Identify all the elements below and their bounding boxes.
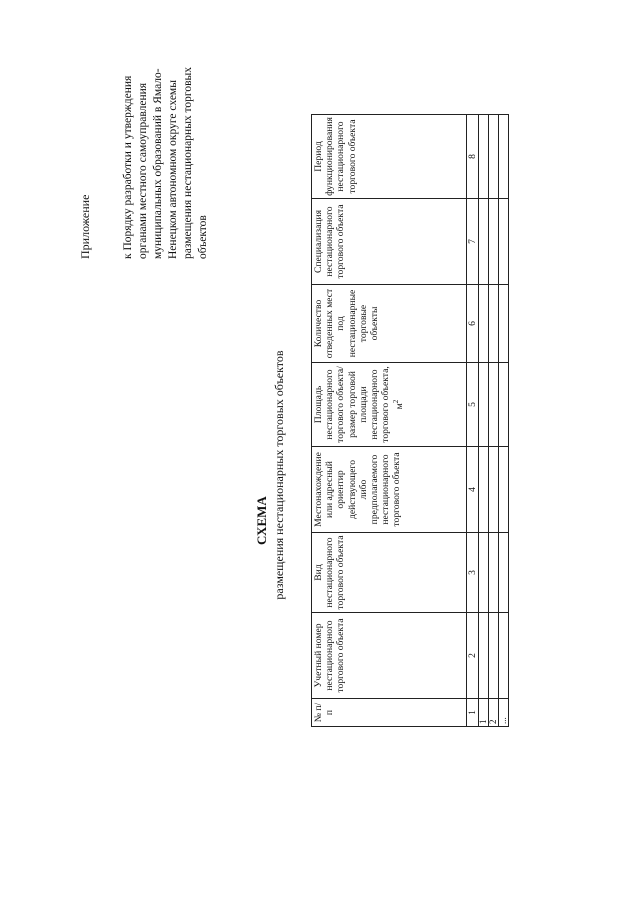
appendix-heading: Приложение	[78, 194, 92, 259]
header-cell: Специализация нестационарного торгового объекта	[312, 199, 467, 285]
column-number: 5	[467, 363, 479, 447]
schema-table	[311, 114, 509, 727]
column-number: 8	[467, 115, 479, 199]
document-title: СХЕМА	[254, 496, 269, 545]
row-number: 1	[479, 699, 489, 727]
header-cell: Период функционирования нестационарного торгового объекта	[312, 115, 467, 199]
column-number: 1	[467, 699, 479, 727]
header-cell: № п/п	[312, 699, 467, 727]
superscript: 2	[392, 399, 401, 404]
appendix-block	[78, 29, 211, 259]
column-number: 6	[467, 285, 479, 363]
header-cell-area	[312, 363, 467, 447]
row-number: ...	[499, 699, 509, 727]
table-row	[479, 115, 489, 727]
column-number: 3	[467, 533, 479, 613]
header-cell: Местонахождение или адресный ориентир действующего либо предполагаемого нестационарного торгового объекта	[312, 447, 467, 533]
table-row	[489, 115, 499, 727]
header-cell: Учетный номер нестационарного торгового объекта	[312, 613, 467, 699]
row-number: 2	[489, 699, 499, 727]
column-number: 2	[467, 613, 479, 699]
document-subtitle: размещения нестационарных торговых объектов	[272, 350, 286, 600]
column-number: 4	[467, 447, 479, 533]
header-cell-text: Площадь нестационарного торгового объекта/ размер торговой площади нестационарного торгового объекта, м	[313, 366, 406, 443]
table-row	[499, 115, 509, 727]
table-header-row	[312, 115, 467, 727]
column-number-row	[467, 115, 479, 727]
header-cell: Количество отведенных мест под нестационарные торговые объекты	[312, 285, 467, 363]
appendix-text: к Порядку разработки и утверждения органами местного самоуправления муниципальных образований в Ямало-Ненецком автономном округе схемы размещения нестационарных торговых объектов	[122, 66, 209, 259]
header-cell: Вид нестационарного торгового объекта	[312, 533, 467, 613]
column-number: 7	[467, 199, 479, 285]
